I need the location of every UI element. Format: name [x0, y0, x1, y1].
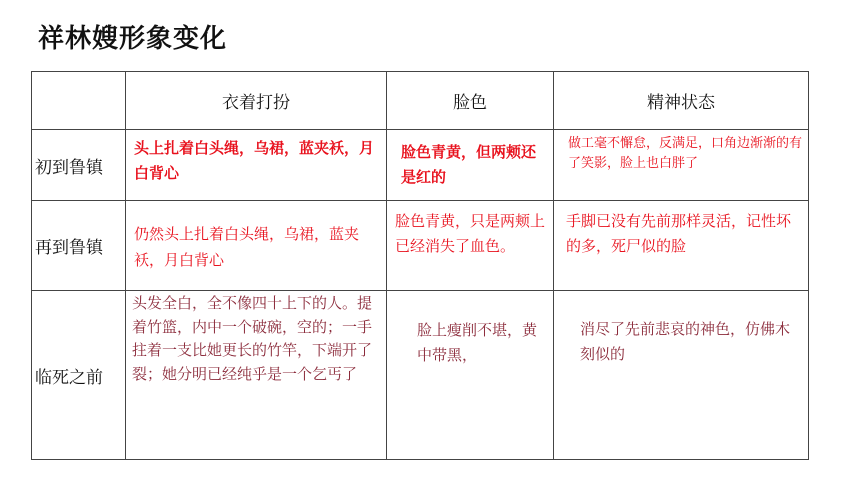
cell-face-second-arrival: 脸色青黄，只是两颊上已经消失了血色。: [387, 201, 554, 291]
cell-clothing-first-arrival: 头上扎着白头绳，乌裙，蓝夹袄，月白背心: [126, 130, 387, 201]
header-clothing: 衣着打扮: [126, 72, 387, 130]
cell-spirit-first-arrival: 做工毫不懈怠，反满足，口角边渐渐的有了笑影，脸上也白胖了: [554, 130, 809, 201]
header-spirit: 精神状态: [554, 72, 809, 130]
row-label-first-arrival: 初到鲁镇: [32, 130, 126, 201]
table-row: [32, 201, 809, 291]
table-row: [32, 291, 809, 460]
header-blank: [32, 72, 126, 130]
cell-face-before-death: 脸上瘦削不堪，黄中带黑，: [387, 291, 554, 460]
cell-spirit-before-death: 消尽了先前悲哀的神色，仿佛木刻似的: [554, 291, 809, 460]
cell-clothing-before-death: 头发全白，全不像四十上下的人。提着竹篮，内中一个破碗，空的；一手拄着一支比她更长的竹竿，下端开了裂；她分明已经纯乎是一个乞丐了: [126, 291, 387, 460]
table-header-row: [32, 72, 809, 130]
cell-clothing-second-arrival: 仍然头上扎着白头绳，乌裙，蓝夹袄，月白背心: [126, 201, 387, 291]
comparison-table: [31, 71, 809, 460]
row-label-before-death: 临死之前: [32, 291, 126, 460]
cell-spirit-second-arrival: 手脚已没有先前那样灵活，记性坏的多，死尸似的脸: [554, 201, 809, 291]
cell-face-first-arrival: 脸色青黄，但两颊还是红的: [387, 130, 554, 201]
table-row: [32, 130, 809, 201]
row-label-second-arrival: 再到鲁镇: [32, 201, 126, 291]
header-face: 脸色: [387, 72, 554, 130]
page-title: 祥林嫂形象变化: [38, 24, 228, 54]
